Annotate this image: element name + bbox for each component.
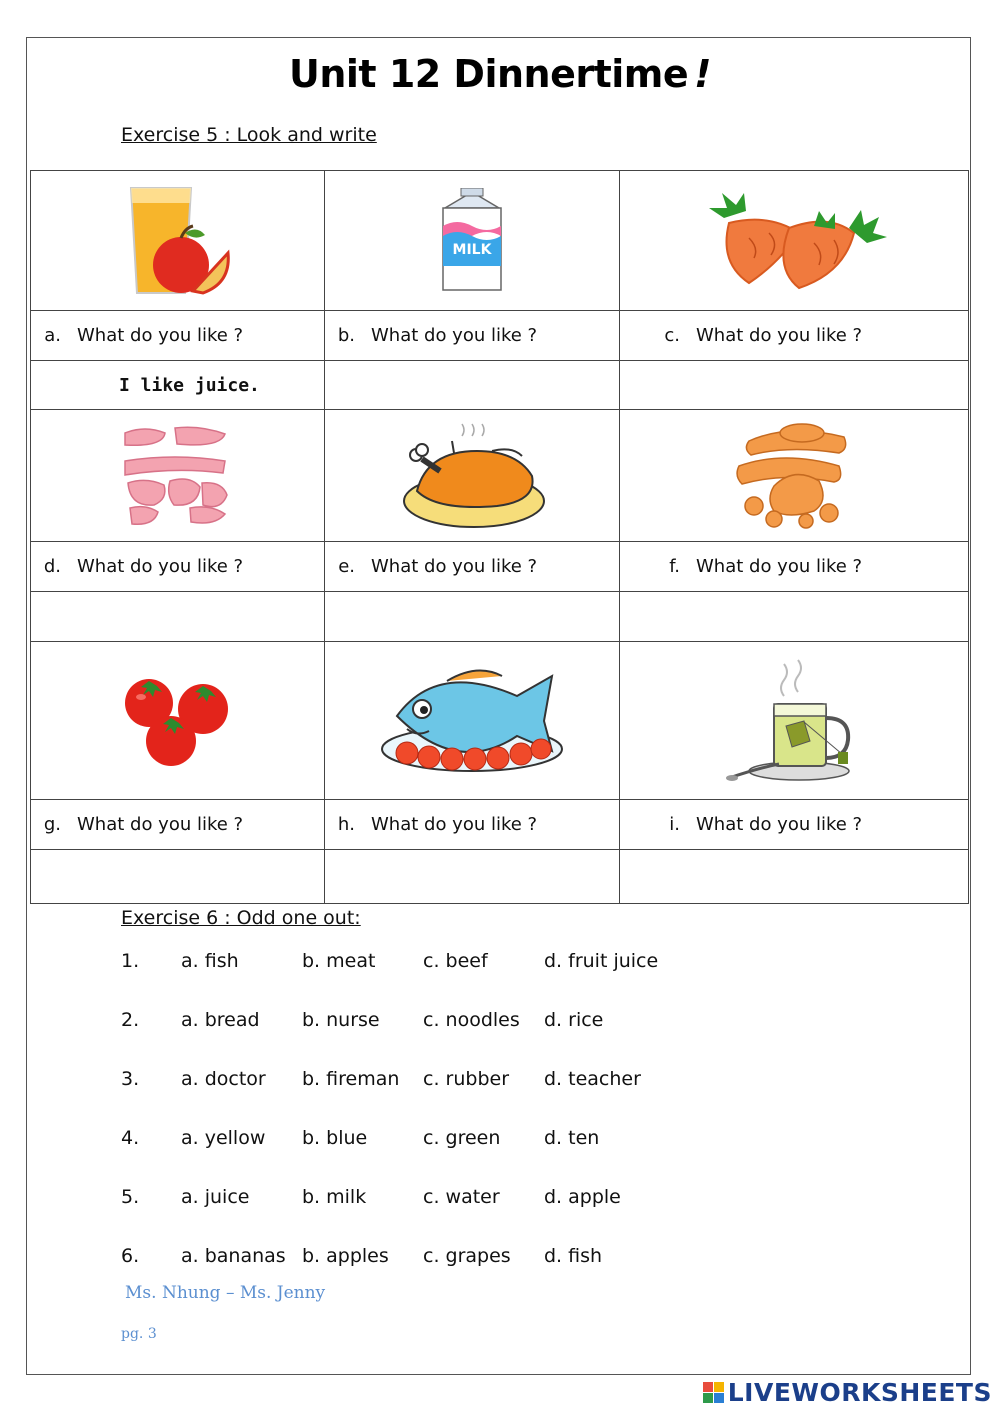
title-exclamation: ! — [694, 52, 712, 96]
question-d — [31, 542, 325, 592]
odd-option-d[interactable]: d. ten — [544, 1127, 600, 1149]
bread-icon — [734, 421, 854, 531]
title-text: Unit 12 Dinnertime — [288, 52, 689, 96]
odd-option-c[interactable]: c. rubber — [423, 1068, 510, 1090]
odd-number: 2. — [121, 1009, 140, 1031]
question-text: What do you like ? — [77, 814, 244, 835]
question-letter: g. — [43, 814, 61, 835]
question-text: What do you like ? — [77, 556, 244, 577]
answer-field-h[interactable] — [325, 850, 620, 904]
answer-field-d[interactable] — [31, 592, 325, 642]
milk-carton-label: MILK — [452, 242, 492, 258]
answer-field-a[interactable] — [31, 361, 325, 410]
picture-cell-d — [31, 410, 325, 542]
odd-option-a[interactable]: a. yellow — [181, 1127, 266, 1149]
question-i — [620, 800, 969, 850]
question-letter: b. — [337, 325, 355, 346]
odd-number: 5. — [121, 1186, 140, 1208]
picture-cell-g — [31, 642, 325, 800]
question-g — [31, 800, 325, 850]
question-letter: f. — [669, 556, 680, 577]
odd-option-d[interactable]: d. fruit juice — [544, 950, 659, 972]
meat-icon — [120, 423, 235, 528]
milk-carton-icon — [437, 188, 507, 293]
odd-option-b[interactable]: b. blue — [302, 1127, 368, 1149]
footer-authors: Ms. Nhung – Ms. Jenny — [125, 1283, 326, 1303]
picture-cell-a — [31, 171, 325, 311]
question-letter: e. — [338, 556, 355, 577]
odd-option-a[interactable]: a. bread — [181, 1009, 260, 1031]
exercise-5-table — [30, 170, 969, 904]
odd-option-d[interactable]: d. apple — [544, 1186, 621, 1208]
tomatoes-icon — [123, 673, 233, 768]
fish-plate-icon — [377, 661, 567, 781]
odd-option-c[interactable]: c. grapes — [423, 1245, 511, 1267]
odd-option-d[interactable]: d. fish — [544, 1245, 603, 1267]
odd-option-a[interactable]: a. fish — [181, 950, 239, 972]
picture-cell-e — [325, 410, 620, 542]
juice-apple-icon — [123, 183, 233, 298]
picture-cell-i — [620, 642, 969, 800]
question-a — [31, 311, 325, 361]
odd-option-a[interactable]: a. juice — [181, 1186, 250, 1208]
worksheet-title — [0, 52, 1000, 96]
picture-cell-h — [325, 642, 620, 800]
odd-option-b[interactable]: b. meat — [302, 950, 376, 972]
question-letter: h. — [337, 814, 355, 835]
question-letter: i. — [669, 814, 680, 835]
exercise-6-heading: Exercise 6 : Odd one out: — [121, 907, 361, 929]
question-e — [325, 542, 620, 592]
odd-option-b[interactable]: b. nurse — [302, 1009, 380, 1031]
question-text: What do you like ? — [77, 325, 244, 346]
odd-option-c[interactable]: c. water — [423, 1186, 500, 1208]
answer-field-c[interactable] — [620, 361, 969, 410]
question-letter: d. — [43, 556, 61, 577]
odd-option-b[interactable]: b. milk — [302, 1186, 367, 1208]
logo-text: LIVEWORKSHEETS — [727, 1378, 992, 1407]
picture-cell-b — [325, 171, 620, 311]
question-letter: a. — [44, 325, 61, 346]
odd-number: 4. — [121, 1127, 140, 1149]
odd-option-a[interactable]: a. doctor — [181, 1068, 266, 1090]
question-letter: c. — [664, 325, 680, 346]
odd-option-d[interactable]: d. rice — [544, 1009, 604, 1031]
question-text: What do you like ? — [371, 556, 538, 577]
question-text: What do you like ? — [371, 814, 538, 835]
odd-option-a[interactable]: a. bananas — [181, 1245, 286, 1267]
answer-field-f[interactable] — [620, 592, 969, 642]
answer-text: I like juice. — [119, 374, 260, 396]
odd-number: 3. — [121, 1068, 140, 1090]
odd-option-b[interactable]: b. fireman — [302, 1068, 400, 1090]
answer-field-i[interactable] — [620, 850, 969, 904]
question-c — [620, 311, 969, 361]
picture-cell-f — [620, 410, 969, 542]
question-text: What do you like ? — [696, 814, 863, 835]
logo-squares-icon — [703, 1382, 724, 1403]
question-text: What do you like ? — [696, 325, 863, 346]
answer-field-g[interactable] — [31, 850, 325, 904]
roast-chicken-icon — [392, 421, 552, 531]
odd-option-c[interactable]: c. beef — [423, 950, 488, 972]
question-text: What do you like ? — [696, 556, 863, 577]
exercise-5-heading: Exercise 5 : Look and write — [121, 124, 377, 146]
question-b — [325, 311, 620, 361]
tea-glass-icon — [724, 656, 864, 786]
odd-option-d[interactable]: d. teacher — [544, 1068, 641, 1090]
odd-option-c[interactable]: c. noodles — [423, 1009, 520, 1031]
footer-page-number: pg. 3 — [121, 1326, 157, 1342]
odd-number: 6. — [121, 1245, 140, 1267]
liveworksheets-logo[interactable] — [703, 1378, 992, 1407]
odd-number: 1. — [121, 950, 140, 972]
question-text: What do you like ? — [371, 325, 538, 346]
odd-option-b[interactable]: b. apples — [302, 1245, 389, 1267]
question-h — [325, 800, 620, 850]
answer-field-e[interactable] — [325, 592, 620, 642]
picture-cell-c — [620, 171, 969, 311]
odd-option-c[interactable]: c. green — [423, 1127, 501, 1149]
question-f — [620, 542, 969, 592]
answer-field-b[interactable] — [325, 361, 620, 410]
carrots-icon — [699, 188, 889, 293]
